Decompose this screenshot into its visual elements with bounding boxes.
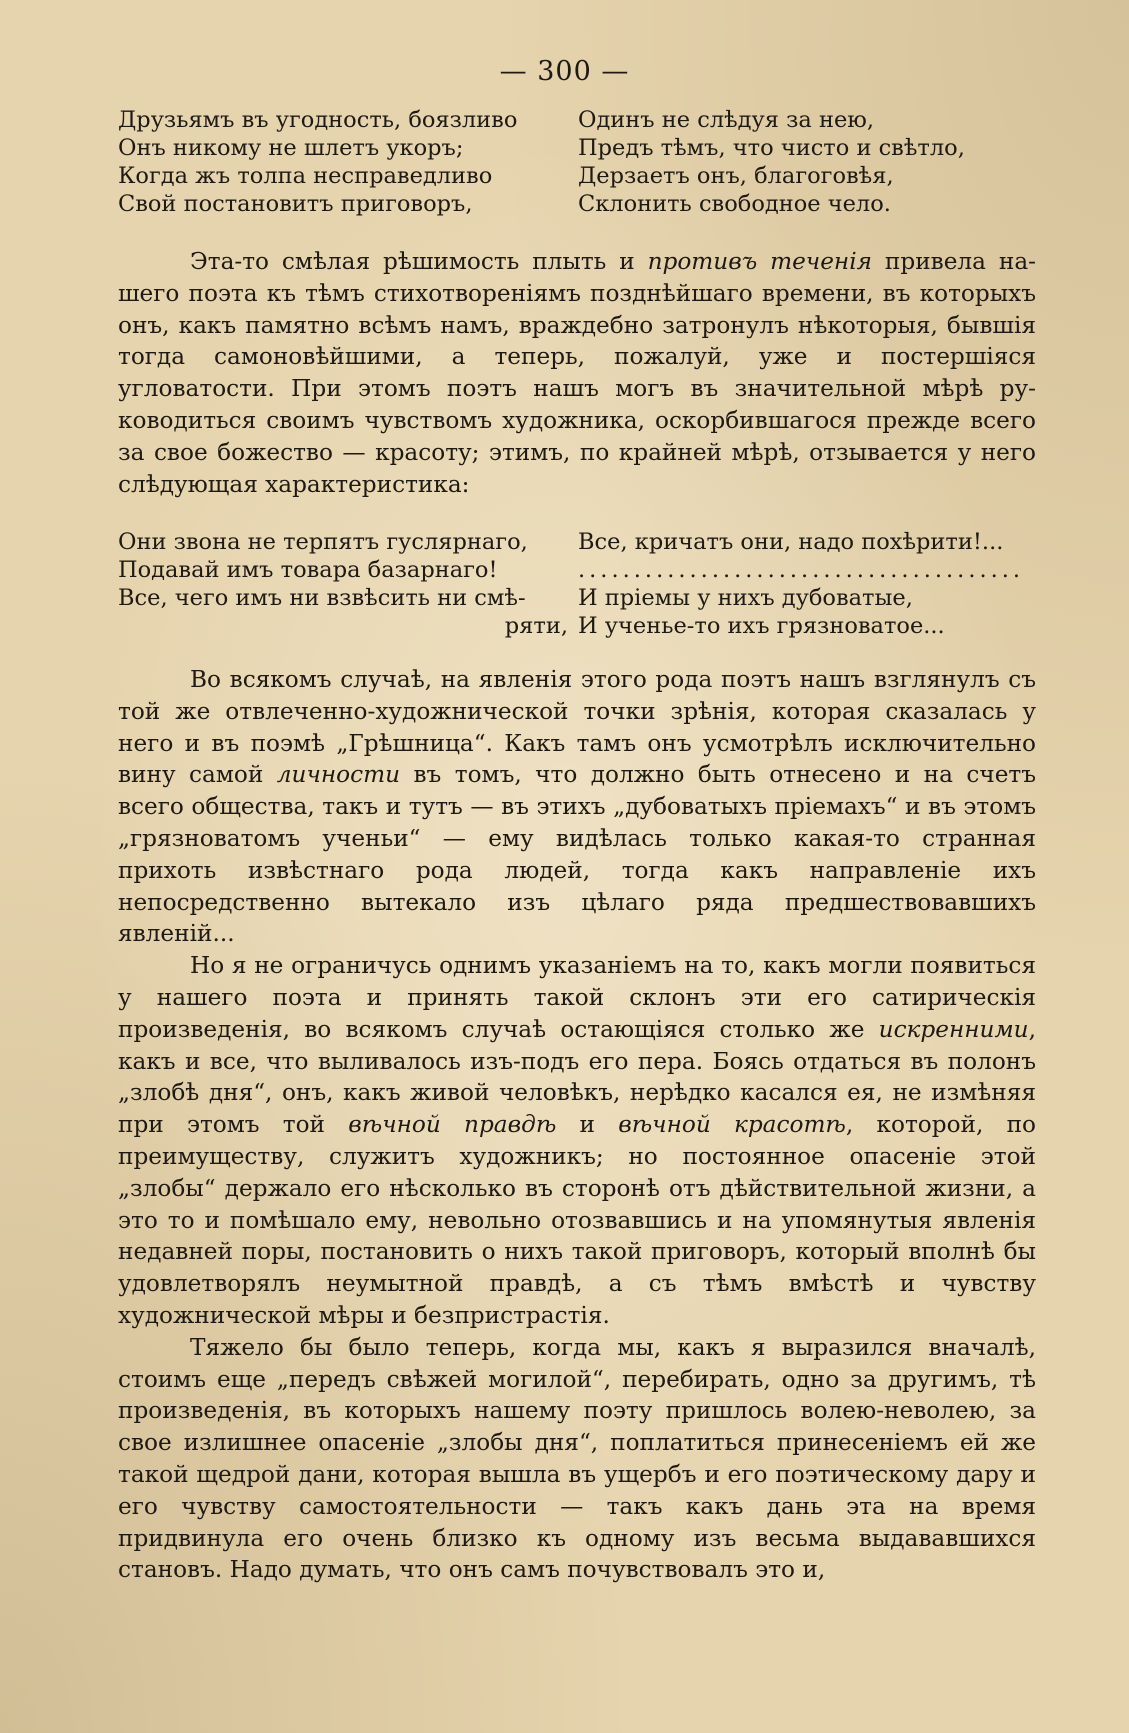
page-number: — 300 — xyxy=(499,56,630,87)
verse-line: Предъ тѣмъ, что чисто и свѣтло, xyxy=(578,135,965,161)
paragraph-text: Эта-то смѣлая рѣшимость плыть и xyxy=(190,248,648,275)
prose-block-2 xyxy=(118,664,1036,1586)
italic-phrase: противъ теченія xyxy=(647,248,872,275)
verse-line: Склонить свободное чело. xyxy=(578,191,891,217)
paragraph-text: , какъ и все, что выливалось изъ-подъ его пера. Боясь отдаться въ полонъ „злобѣ дня“, онъ, какъ живой человѣкъ, нерѣдко касался ея, не измѣняя при этомъ той xyxy=(118,1015,1036,1139)
paragraph-text: , которой, по преимуществу, служитъ художникъ; но постоянное опасеніе этой „злобы“ держало его нѣсколько въ сторонѣ отъ дѣйствительной жизни, а это то и помѣшало ему, невольно отозвавшись и на упомянутыя явленія недавней поры, постановить о нихъ такой приговоръ, который вполнѣ бы удовлетворялъ неумытной правдѣ, а съ тѣмъ вмѣстѣ и чувству художнической мѣры и безпристрастія. xyxy=(118,1111,1037,1329)
verse-line: И пріемы у нихъ дубоватые, xyxy=(578,585,913,611)
verse-line: Онъ никому не шлетъ укоръ; xyxy=(118,135,464,161)
italic-phrase: личности xyxy=(276,761,401,789)
paragraph-text: привела нашего поэта къ тѣмъ стихотвореніямъ позднѣйшаго времени, въ которыхъ онъ, какъ памятно всѣмъ намъ, враждебно затронулъ нѣкоторыя, бывшія тогда самоновѣйшими, а теперь, пожалуй, уже и постершіяся угловатости. При этомъ поэтъ нашъ могъ въ значительной мѣрѣ руководиться своимъ чувствомъ художника, оскорбившагося прежде всего за свое божество — красоту; этимъ, по крайней мѣрѣ, отзывается у него слѣдующая характеристика: xyxy=(118,248,1037,498)
paragraph xyxy=(118,246,1036,500)
paragraph-text: Тяжело бы было теперь, когда мы, какъ я выразился вначалѣ, стоимъ еще „передъ свѣжей могилой“, перебирать, одно за другимъ, тѣ произведенія, въ которыхъ нашему поэту пришлось волею-неволею, за свое излишнее опасеніе „злобы дня“, поплатиться принесеніемъ ей же такой щедрой дани, которая вышла въ ущербъ и его поэтическому дару и его чувству самостоятельности — такъ какъ дань эта на время придвинула его очень близко къ одному изъ весьма выдававшихся становъ. Надо думать, что онъ самъ почувствовалъ это и, xyxy=(118,1333,1036,1584)
verse-line: Одинъ не слѣдуя за нею, xyxy=(578,107,875,133)
verse-2-left-column xyxy=(118,528,578,640)
italic-phrase: вѣчной красотѣ xyxy=(618,1111,846,1139)
verse-line: Свой постановитъ приговоръ, xyxy=(118,191,473,217)
verse-line: Все, чего имъ ни взвѣсить ни смѣ- xyxy=(118,585,526,611)
verse-line: И ученье-то ихъ грязноватое... xyxy=(578,613,945,639)
paragraph xyxy=(118,664,1036,950)
verse-line: Все, кричатъ они, надо похѣрити!... xyxy=(578,529,1004,555)
verse-1-left-column xyxy=(118,106,578,218)
verse-block-2 xyxy=(118,528,1038,640)
paragraph-text: въ томъ, что должно быть отнесено и на счетъ всего общества, такъ и тутъ — въ этихъ „дубоватыхъ пріемахъ“ и въ этомъ „грязноватомъ ученьи“ — ему видѣлась только какая-то странная прихоть извѣстнаго рода людей, тогда какъ направленіе ихъ непосредственно вытекало изъ цѣлаго ряда предшествовавшихъ явленій... xyxy=(118,761,1037,948)
italic-phrase: искренними xyxy=(878,1015,1029,1043)
paragraph-text: и xyxy=(556,1111,619,1139)
prose-block-1 xyxy=(118,246,1036,500)
paragraph-text: Но я не ограничусь однимъ указаніемъ на то, какъ могли появиться у нашего поэта и принять такой склонъ эти его сатирическія произведенія, во всякомъ случаѣ остающіяся столько же xyxy=(118,952,1036,1043)
verse-1-right-column xyxy=(578,106,1038,218)
italic-phrase: вѣчной правдѣ xyxy=(348,1111,557,1139)
ellipsis-line: ........................................ xyxy=(578,557,1025,583)
verse-block-1 xyxy=(118,106,1038,218)
verse-line: ряти, xyxy=(504,613,568,639)
paragraph xyxy=(118,950,1036,1332)
verse-line: Они звона не терпятъ гуслярнаго, xyxy=(118,529,528,555)
verse-line: Когда жъ толпа несправедливо xyxy=(118,163,493,189)
verse-line: Подавай имъ товара базарнаго! xyxy=(118,557,498,583)
paragraph-text: Во всякомъ случаѣ, на явленія этого рода поэтъ нашъ взглянулъ съ той же отвлеченно-художнической точки зрѣнія, которая сказалась у него и въ поэмѣ „Грѣшница“. Какъ тамъ онъ усмотрѣлъ исключительно вину самой xyxy=(118,666,1036,789)
paragraph xyxy=(118,1332,1036,1586)
verse-line: Друзьямъ въ угодность, боязливо xyxy=(118,107,518,133)
verse-line: Дерзаетъ онъ, благоговѣя, xyxy=(578,163,894,189)
verse-2-right-column xyxy=(578,528,1038,640)
